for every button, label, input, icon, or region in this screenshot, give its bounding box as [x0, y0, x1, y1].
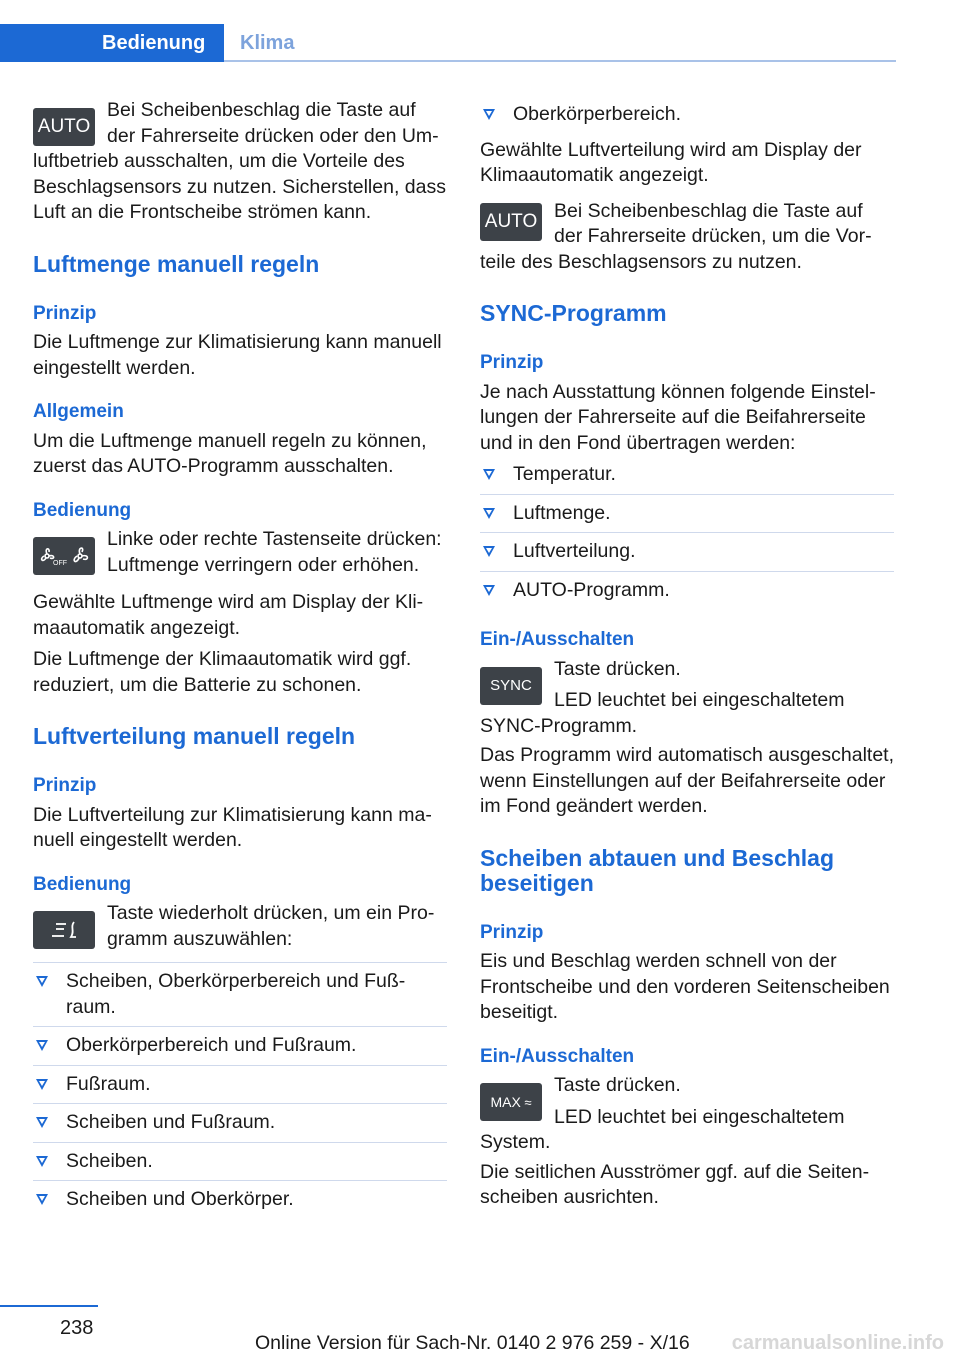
left-column [33, 98, 447, 1229]
program-list [33, 962, 447, 1219]
heading-bedienung-2: Bedienung [33, 873, 132, 895]
auto-defog-text-2: Bei Scheibenbeschlag die Taste auf der Fahrerseite drücken, um die Vorteile des Beschlagsensors zu nutzen. [480, 199, 872, 273]
heading-prinzip-4: Prinzip [480, 921, 544, 943]
abtauen-prinzip-text: Eis und Beschlag werden schnell von der Frontscheibe und den vorderen Seitenscheiben beseitigt. [480, 950, 890, 1023]
allgemein-text: Um die Luftmenge manuell regeln zu können, zuerst das AUTO-Programm ausschalten. [33, 429, 427, 477]
auto-defog-note-2 [480, 199, 894, 276]
header-rule [224, 60, 896, 62]
heading-luftmenge: Luftmenge manuell regeln [33, 250, 320, 277]
heading-prinzip: Prinzip [33, 302, 97, 324]
luftmenge-display-text: Gewählte Luftmenge wird am Display der Klimaautomatik angezeigt. [33, 591, 424, 639]
fan-speed-button-icon [33, 537, 95, 575]
fan-control-text: Linke oder rechte Tastenseite drücken: Luftmenge verringern oder erhöhen. [107, 528, 442, 576]
max-led-text: LED leuchtet bei eingeschaltetem System. [480, 1105, 845, 1153]
heading-einaus-2: Ein-/Ausschalten [480, 1045, 635, 1067]
bullet-triangle-icon [36, 1194, 48, 1205]
bullet-triangle-icon [36, 1156, 48, 1167]
right-column [480, 98, 894, 1217]
max-defrost-button-icon: MAX ≈ [480, 1083, 542, 1121]
bullet-triangle-icon [36, 976, 48, 987]
online-version-text: Online Version für Sach-Nr. 0140 2 976 259 - X/16 [255, 1332, 690, 1354]
sync-button-icon: SYNC [480, 667, 542, 705]
svg-text:OFF: OFF [53, 560, 67, 567]
heading-prinzip-2: Prinzip [33, 775, 97, 796]
bullet-triangle-icon [483, 109, 495, 120]
bullet-triangle-icon [36, 1079, 48, 1090]
air-distribution-text: Taste wiederholt drücken, um ein Programm auszuwählen: [107, 902, 435, 950]
heading-allgemein: Allgemein [33, 401, 124, 422]
verteilung-display-text: Gewählte Luftverteilung wird am Display der Klimaautomatik angezeigt. [480, 138, 862, 186]
max-hint-text: Die seitlichen Ausströmer ggf. auf die Seitenscheiben ausrichten. [480, 1160, 870, 1208]
fan-control-note [33, 527, 447, 578]
sync-auto-off-text: Das Programm wird automatisch ausgeschaltet, wenn Einstellungen auf der Beifahrerseite oder im Fond geändert werden. [480, 744, 895, 817]
luftmenge-batterie-text: Die Luftmenge der Klimaautomatik wird ggf. reduziert, um die Batterie zu schonen. [33, 648, 412, 696]
header-tab-bedienung: Bedienung [0, 24, 224, 62]
list-item: AUTO-Programm. [480, 571, 894, 610]
luftmenge-prinzip-text: Die Luftmenge zur Klimatisierung kann manuell eingestellt werden. [33, 331, 442, 379]
air-distribution-note [33, 901, 447, 952]
sync-prinzip-text: Je nach Ausstattung können folgende Einstellungen der Fahrerseite auf die Beifahrerseite und in den Fond übertragen werden: [480, 380, 876, 454]
auto-defog-note [33, 98, 447, 226]
bullet-triangle-icon [483, 546, 495, 557]
heading-prinzip-3: Prinzip [480, 352, 544, 373]
heading-abtauen: Scheiben abtauen und Beschlag beseitigen [480, 844, 835, 896]
bullet-triangle-icon [483, 585, 495, 596]
heading-luftverteilung: Luftverteilung manuell regeln [33, 723, 356, 749]
page-number: 238 [60, 1317, 94, 1339]
list-item: Scheiben. [33, 1142, 447, 1181]
list-item: Luftmenge. [480, 494, 894, 533]
max-press-text: Taste drücken. [554, 1074, 681, 1096]
list-item: Scheiben und Oberkörper. [33, 1180, 447, 1219]
footer-rule [0, 1305, 98, 1307]
bullet-triangle-icon [36, 1117, 48, 1128]
sync-button-note [480, 657, 894, 740]
bullet-triangle-icon [483, 469, 495, 480]
list-item: Scheiben, Oberkörperbereich und Fußraum. [33, 969, 447, 1026]
auto-defog-text: Bei Scheibenbeschlag die Taste auf der Fahrerseite drücken oder den Umluftbetrieb ausschalten, um die Vorteile des Beschlagsensors zu nutzen. Sicherstellen, dass Luft an die Frontscheibe strömen kann. [33, 99, 446, 223]
sync-led-text: LED leuchtet bei eingeschaltetem SYNC-Programm. [480, 689, 845, 737]
bullet-triangle-icon [483, 508, 495, 519]
list-item: Oberkörperbereich. [480, 102, 894, 128]
auto-button-icon: AUTO [33, 108, 95, 146]
sync-list [480, 462, 894, 609]
page-header [0, 0, 960, 62]
list-item: Temperatur. [480, 462, 894, 494]
air-distribution-button-icon [33, 911, 95, 949]
header-tab-klima: Klima [240, 32, 295, 54]
max-button-note [480, 1073, 894, 1156]
auto-button-icon: AUTO [480, 203, 542, 241]
heading-sync: SYNC-Programm [480, 300, 667, 326]
list-item: Fußraum. [33, 1065, 447, 1104]
list-item: Luftverteilung. [480, 532, 894, 571]
list-item: Oberkörperbereich und Fußraum. [33, 1026, 447, 1065]
list-item: Scheiben und Fußraum. [33, 1103, 447, 1142]
program-list-continued [480, 102, 894, 128]
luftverteilung-prinzip-text: Die Luftverteilung zur Klimatisierung kann manuell eingestellt werden. [33, 803, 432, 851]
bullet-triangle-icon [36, 1040, 48, 1051]
heading-einaus: Ein-/Ausschalten [480, 629, 635, 650]
sync-press-text: Taste drücken. [554, 657, 681, 680]
watermark: carmanualsonline.info [731, 1332, 944, 1354]
heading-bedienung: Bedienung [33, 499, 132, 521]
